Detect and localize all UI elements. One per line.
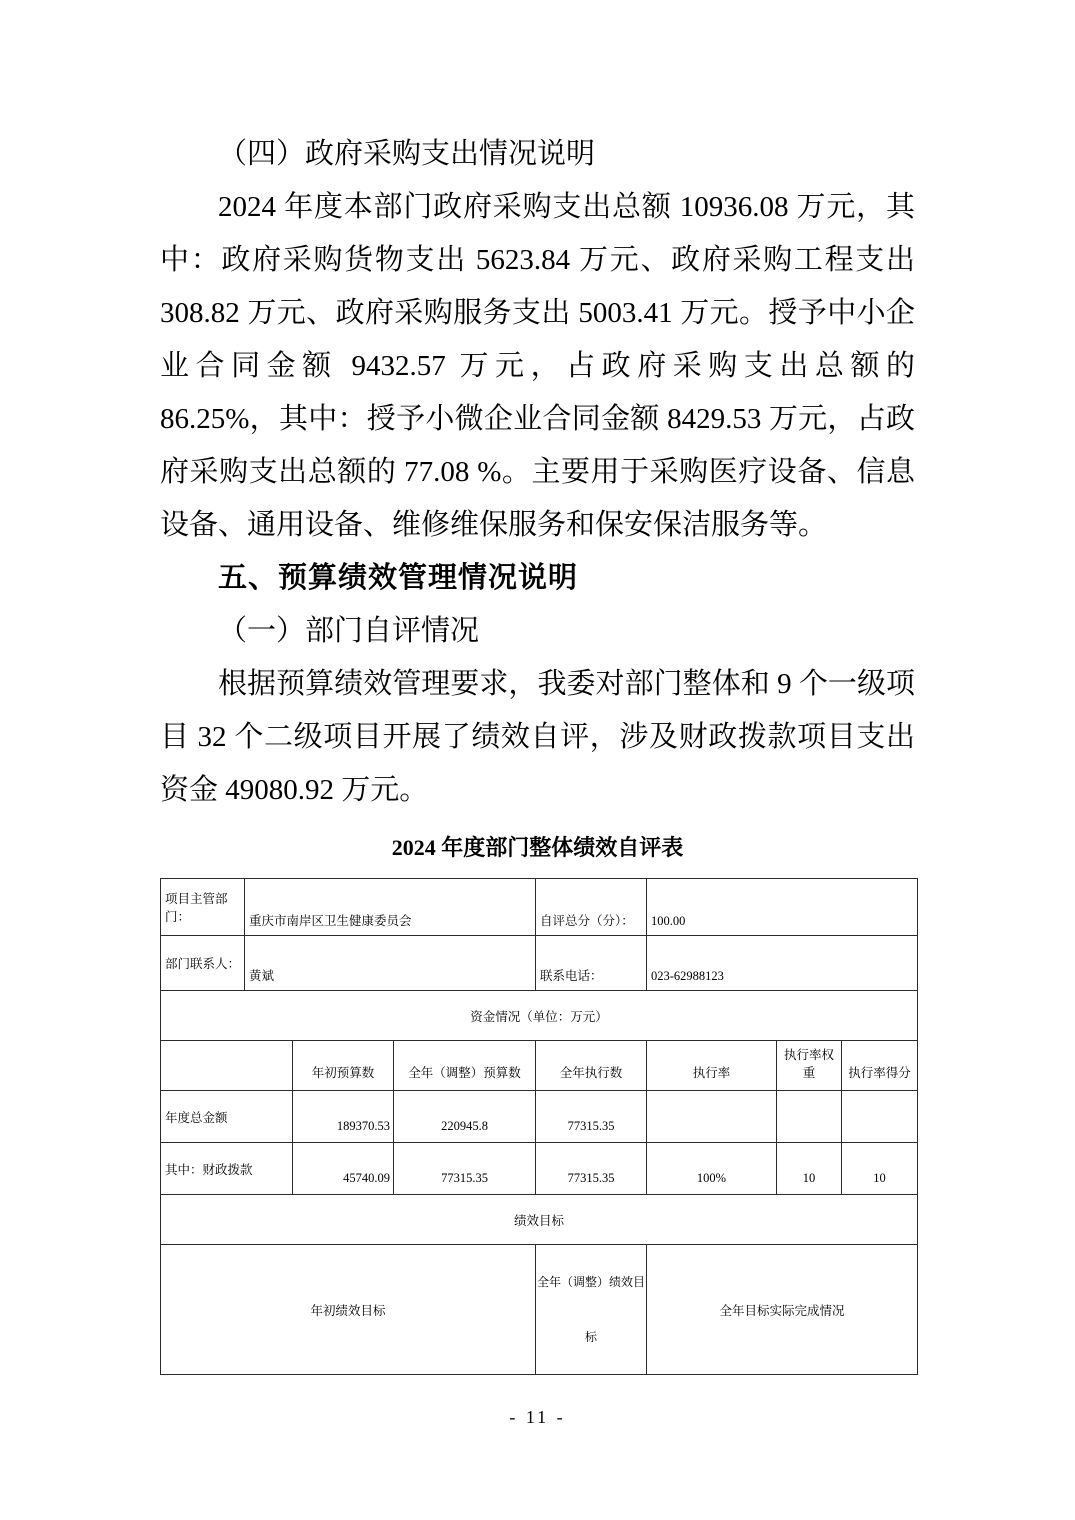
dept-label-cell: 项目主管部门： <box>161 879 245 936</box>
paragraph-self-evaluation: 根据预算绩效管理要求，我委对部门整体和 9 个一级项目 32 个二级项目开展了绩效自评，涉及财政拨款项目支出资金 49080.92 万元。 <box>160 668 915 806</box>
funds-cell-score: 10 <box>842 1143 918 1195</box>
table-row <box>161 1041 918 1091</box>
funds-cell-initial: 189370.53 <box>293 1091 394 1143</box>
funds-header-adjusted: 全年（调整）预算数 <box>394 1041 536 1091</box>
funds-header-executed: 全年执行数 <box>536 1041 647 1091</box>
funds-cell-adjusted: 77315.35 <box>394 1143 536 1195</box>
table-row <box>161 991 918 1041</box>
funds-cell-rate <box>647 1091 777 1143</box>
funds-cell-initial: 45740.09 <box>293 1143 394 1195</box>
funds-header-score: 执行率得分 <box>842 1041 918 1091</box>
self-evaluation-table <box>160 878 918 1375</box>
heading-section-five: 五、预算绩效管理情况说明 <box>218 562 579 594</box>
funds-cell-rate: 100% <box>647 1143 777 1195</box>
dept-value-cell: 重庆市南岸区卫生健康委员会 <box>245 879 536 936</box>
table-row <box>161 1091 918 1143</box>
score-label-cell: 自评总分（分）： <box>536 879 647 936</box>
funds-cell-weight: 10 <box>777 1143 842 1195</box>
funds-cell-executed: 77315.35 <box>536 1091 647 1143</box>
heading-section-four: （四）政府采购支出情况说明 <box>218 138 596 170</box>
table-row <box>161 879 918 936</box>
heading-subsection-one: （一）部门自评情况 <box>218 615 480 647</box>
table-row <box>161 936 918 991</box>
page-number: - 11 - <box>509 1407 566 1427</box>
table-row <box>161 1245 918 1375</box>
funds-row-label: 年度总金额 <box>161 1091 293 1143</box>
funds-cell-weight <box>777 1091 842 1143</box>
goals-header-initial: 年初绩效目标 <box>161 1245 536 1375</box>
goals-section-title: 绩效目标 <box>161 1195 918 1245</box>
goals-header-adjusted: 全年（调整）绩效目标 <box>536 1245 647 1375</box>
funds-header-initial: 年初预算数 <box>293 1041 394 1091</box>
funds-row-label: 其中：财政拨款 <box>161 1143 293 1195</box>
paragraph-procurement: 2024 年度本部门政府采购支出总额 10936.08 万元，其中：政府采购货物支出 5623.84 万元、政府采购工程支出 308.82 万元、政府采购服务支出 5003.41 万元。授予中小企业合同金额 9432.57 万元，占政府采购支出总额的 86.25%，其中：授予小微企业合同金额 8429.53 万元，占政府采购支出总额的 77.08 %。主要用于采购医疗设备、信息设备、通用设备、维修维保服务和保安保洁服务等。 <box>160 191 915 541</box>
funds-header-empty <box>161 1041 293 1091</box>
table-row <box>161 1195 918 1245</box>
goals-header-actual: 全年目标实际完成情况 <box>647 1245 918 1375</box>
contact-value-cell: 黄斌 <box>245 936 536 991</box>
phone-value-cell: 023-62988123 <box>647 936 918 991</box>
funds-header-weight: 执行率权重 <box>777 1041 842 1091</box>
table-row <box>161 1143 918 1195</box>
funds-section-title: 资金情况（单位：万元） <box>161 991 918 1041</box>
funds-cell-score <box>842 1091 918 1143</box>
funds-header-rate: 执行率 <box>647 1041 777 1091</box>
contact-label-cell: 部门联系人： <box>161 936 245 991</box>
score-value-cell: 100.00 <box>647 879 918 936</box>
phone-label-cell: 联系电话： <box>536 936 647 991</box>
funds-cell-executed: 77315.35 <box>536 1143 647 1195</box>
funds-cell-adjusted: 220945.8 <box>394 1091 536 1143</box>
table-title: 2024 年度部门整体绩效自评表 <box>391 835 684 860</box>
